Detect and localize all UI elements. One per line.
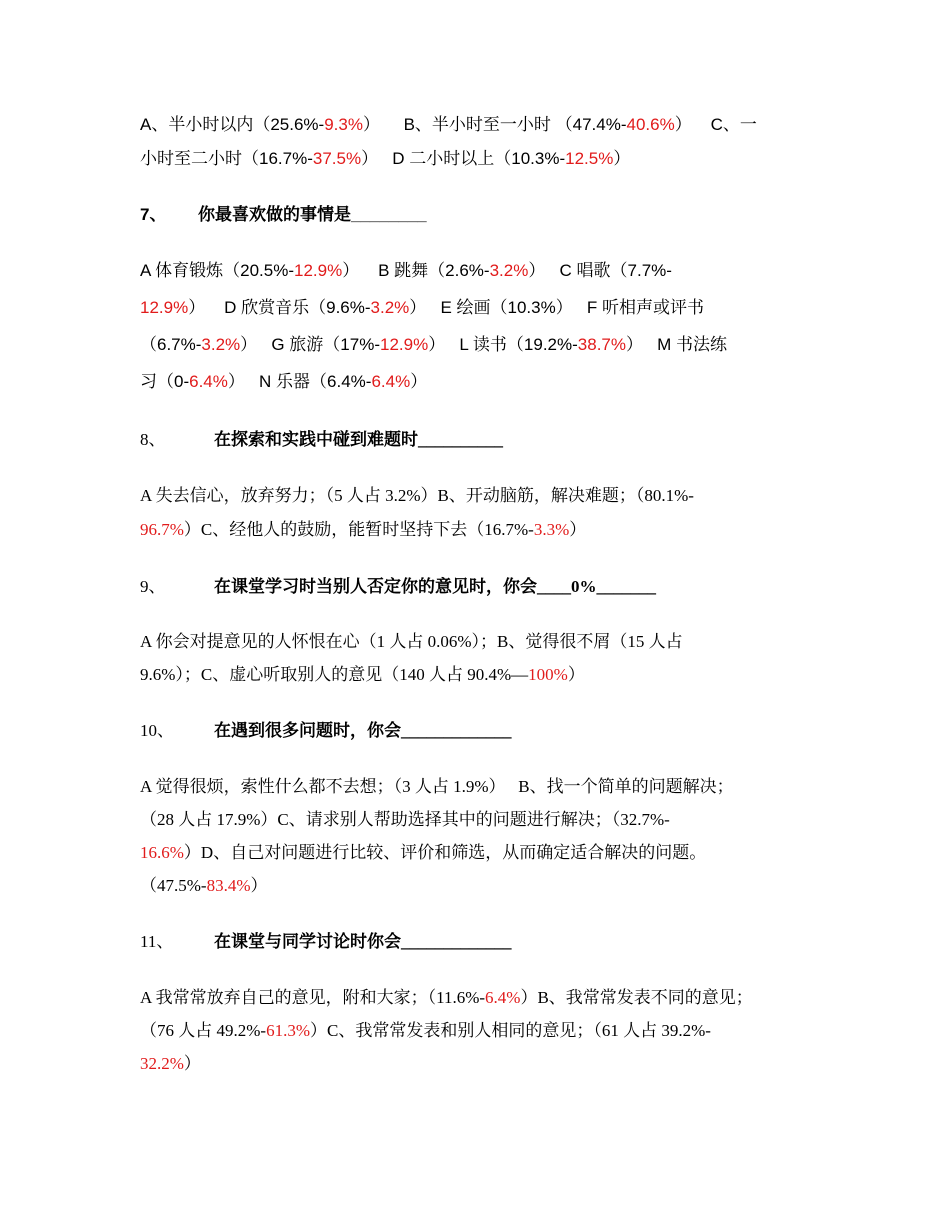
q7-option-f-cont: （6.7%- [140,335,202,354]
q7-option-g-highlight: 12.9% [379,335,429,354]
q7-option-l: L 读书（19.2%- [459,335,578,354]
paren: ） [183,1054,201,1073]
paren: ） [250,876,268,895]
q7-option-m-cont: 习（0- [140,372,190,391]
q7-options-line-3 [140,336,820,353]
q11-options-line-3 [140,1055,820,1072]
q8-options-line-1 [140,487,820,504]
q10-options-text: A 觉得很烦，索性什么都不去想；（3 人占 1.9%） B、找一个简单的问题解决； [140,777,734,796]
q9-title: 在课堂学习时当别人否定你的意见时，你会____0%_______ [214,577,656,596]
q9-option-c: 9.6%）；C、虚心听取别人的意见（140 人占 90.4%— [140,665,529,684]
paren: ） [613,149,631,168]
q11-option-c: ）C、我常常发表和别人相同的意见；（61 人占 39.2%- [310,1021,711,1040]
q7-option-c-highlight: 12.9% [140,298,189,317]
q7-option-l-highlight: 38.7% [577,335,626,354]
q7-title: 你最喜欢做的事情是________ [198,205,427,224]
paren: ） [409,298,427,317]
q6-options-line-2 [140,150,820,167]
q10-heading [140,722,820,739]
q7-number: 7、 [140,205,167,224]
paren: ） [410,372,428,391]
q11-title: 在课堂与同学讨论时你会_____________ [214,932,512,951]
q7-option-f-highlight: 3.2% [201,335,241,354]
q6-option-c-cont: 小时至二小时（16.7%- [140,149,313,168]
q7-options-line-2 [140,299,820,316]
q8-heading [140,431,820,448]
q10-option-d-highlight: 83.4% [206,876,251,895]
q7-heading [140,206,820,223]
q9-options-line-1 [140,633,820,650]
q6-option-b: B、半小时至一小时 （47.4%- [403,115,627,134]
q11-options-line-1 [140,989,820,1006]
q11-option-b-highlight: 61.3% [266,1021,310,1040]
q8-option-c: ）C、经他人的鼓励，能暂时坚持下去（16.7%- [183,520,534,539]
q7-option-n: N 乐器（6.4%- [259,372,372,391]
q7-option-f: F 听相声或评书 [586,298,704,317]
paren: ） [674,115,692,134]
q11-option-c-highlight: 32.2% [140,1054,184,1073]
q8-title: 在探索和实践中碰到难题时__________ [214,430,503,449]
q7-option-b-highlight: 3.2% [489,261,529,280]
q8-options-line-2 [140,521,820,538]
q6-option-b-highlight: 40.6% [626,115,675,134]
q8-option-c-highlight: 3.3% [533,520,570,539]
paren: ） [528,261,546,280]
q7-option-a: A 体育锻炼（20.5%- [140,261,294,280]
q10-options-line-4 [140,877,820,894]
q7-option-m: M 书法练 [657,335,728,354]
q7-option-n-highlight: 6.4% [371,372,411,391]
q6-option-c-highlight: 37.5% [312,149,362,168]
paren: ） [567,665,585,684]
q7-option-m-highlight: 6.4% [189,372,228,391]
q9-number: 9、 [140,577,166,596]
q10-option-d-cont: （47.5%- [140,876,207,895]
q8-option-b-highlight: 96.7% [140,520,184,539]
q10-option-b-c: （28 人占 17.9%）C、请求别人帮助选择其中的问题进行解决；（32.7%- [140,810,670,829]
q7-option-g: G 旅游（17%- [271,335,380,354]
paren: ） [227,372,245,391]
q6-option-a-highlight: 9.3% [324,115,363,134]
q9-options-line-2 [140,666,820,683]
q10-title: 在遇到很多问题时，你会_____________ [214,721,512,740]
paren: ） [362,115,380,134]
q7-options-line-1 [140,262,820,279]
q11-number: 11、 [140,932,174,951]
paren: ） [342,261,360,280]
q8-options-text: A 失去信心，放弃努力；（5 人占 3.2%）B、开动脑筋，解决难题；（80.1%- [140,486,694,505]
q7-option-c: C 唱歌（7.7%- [559,261,672,280]
q10-option-d: ）D、自己对问题进行比较、评价和筛选，从而确定适合解决的问题。 [183,843,707,862]
q9-option-c-highlight: 100% [528,665,568,684]
q9-options-text: A 你会对提意见的人怀恨在心（1 人占 0.06%）；B、觉得很不屑（15 人占 [140,632,683,651]
q11-option-a-highlight: 6.4% [485,988,521,1007]
q9-heading [140,578,820,595]
q6-option-a: A、半小时以内（25.6%- [140,115,325,134]
paren: ） [240,335,258,354]
q8-number: 8、 [140,430,166,449]
q7-option-e: E 绘画（10.3%） [440,298,573,317]
q11-options-line-2 [140,1022,820,1039]
paren: ） [188,298,206,317]
q10-option-c-highlight: 16.6% [140,843,184,862]
q11-option-b: ）B、我常常发表不同的意见； [520,988,753,1007]
paren: ） [428,335,446,354]
q7-option-d: D 欣赏音乐（9.6%- [224,298,371,317]
q11-option-b-cont: （76 人占 49.2%- [140,1021,267,1040]
q6-option-c-start: C、一 [710,115,757,134]
q11-option-a: A 我常常放弃自己的意见，附和大家；（11.6%- [140,988,486,1007]
q10-number: 10、 [140,721,174,740]
paren: ） [569,520,587,539]
paren: ） [361,149,379,168]
q6-options-line-1 [140,116,820,133]
q10-options-line-2 [140,811,820,828]
q7-option-d-highlight: 3.2% [370,298,410,317]
q11-heading [140,933,820,950]
q10-options-line-1 [140,778,820,795]
q7-option-b: B 跳舞（2.6%- [378,261,490,280]
paren: ） [625,335,643,354]
q7-option-a-highlight: 12.9% [294,261,343,280]
q6-option-d: D 二小时以上（10.3%- [392,149,566,168]
q10-options-line-3 [140,844,820,861]
q6-option-d-highlight: 12.5% [565,149,614,168]
q7-options-line-4 [140,373,820,390]
